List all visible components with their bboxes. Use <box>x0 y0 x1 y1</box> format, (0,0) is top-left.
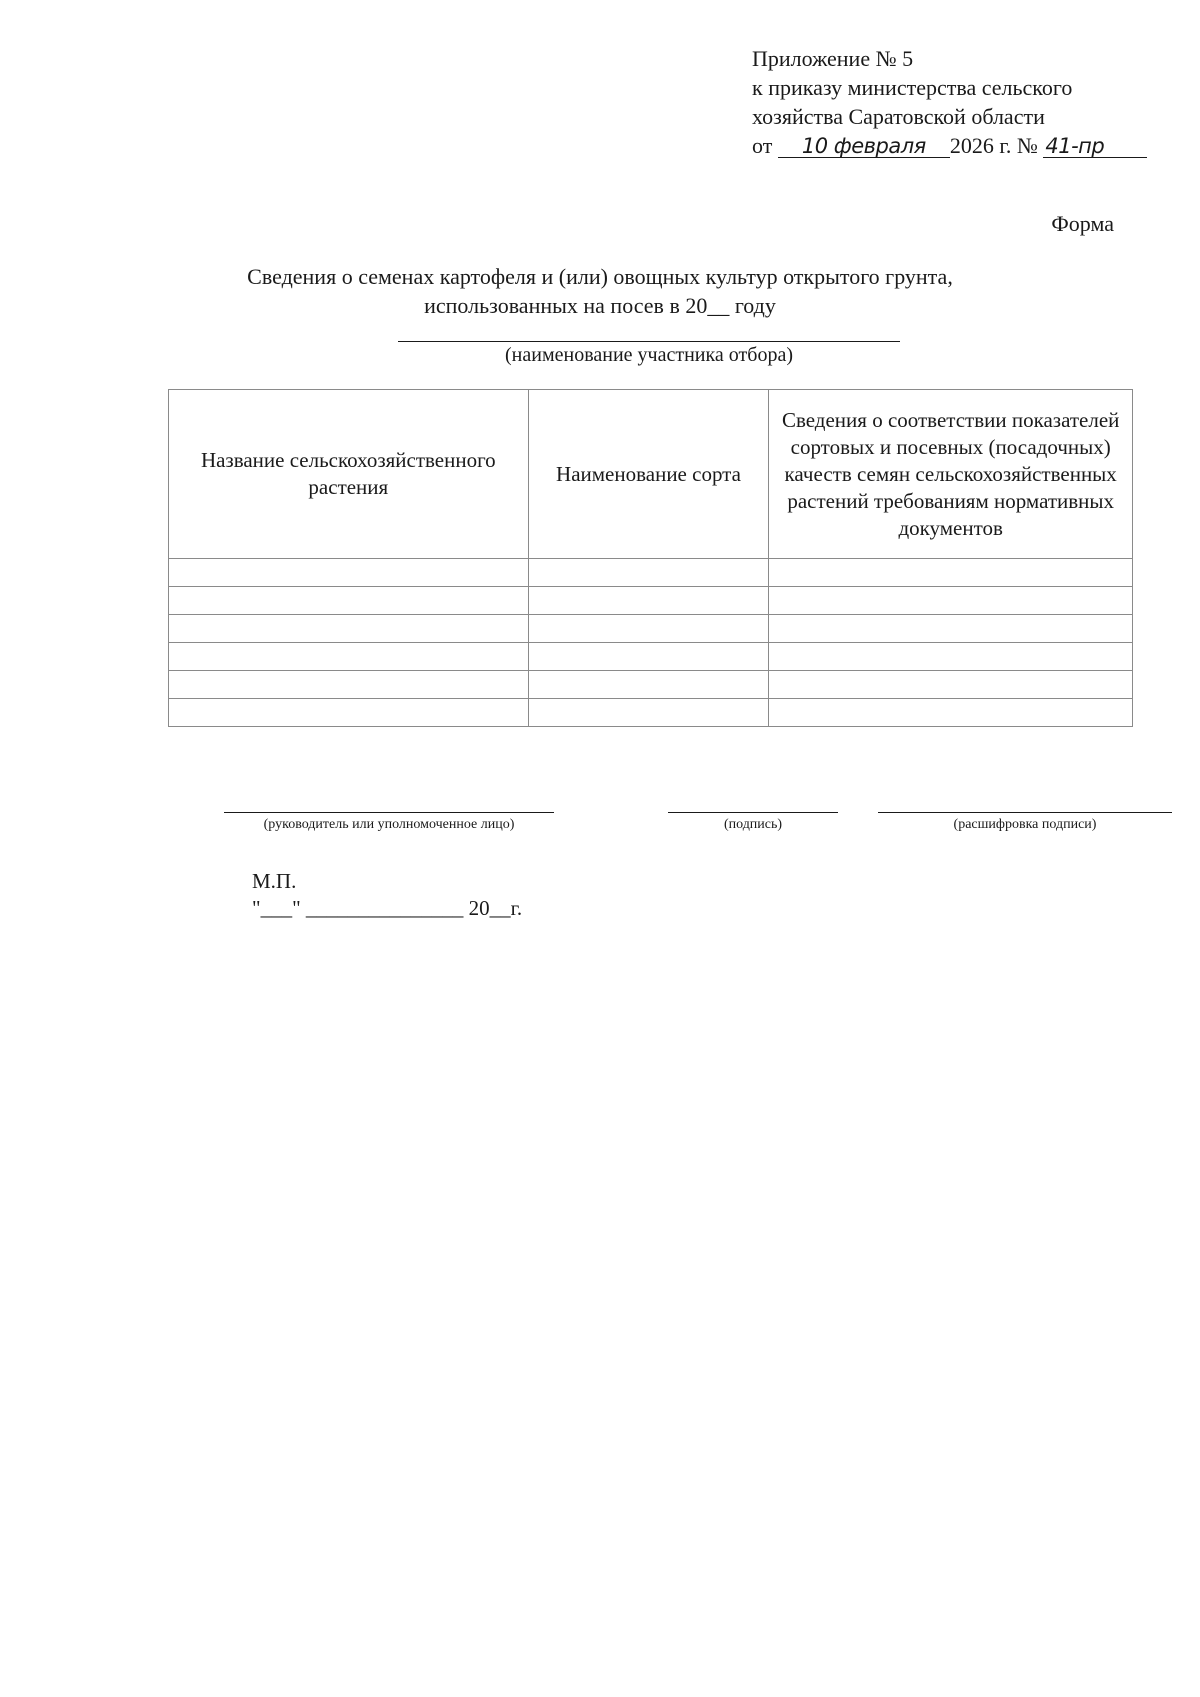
table-cell[interactable] <box>169 699 529 727</box>
table-cell[interactable] <box>169 643 529 671</box>
table-cell[interactable] <box>528 559 769 587</box>
table-cell[interactable] <box>528 587 769 615</box>
handwritten-date: 10 февраля <box>778 135 950 158</box>
appendix-number: Приложение № 5 <box>752 46 914 71</box>
signature-blank[interactable] <box>668 812 838 813</box>
signature-decode-caption: (расшифровка подписи) <box>953 817 1097 832</box>
appendix-header <box>752 44 1147 160</box>
appendix-order-line: к приказу министерства сельского <box>752 75 1073 100</box>
table-cell[interactable] <box>169 615 529 643</box>
table-cell[interactable] <box>769 559 1133 587</box>
table-cell[interactable] <box>769 587 1133 615</box>
stamp-block <box>252 868 522 922</box>
header-variety-name: Наименование сорта <box>528 390 769 559</box>
head-signature-blank[interactable] <box>224 812 554 813</box>
table-cell[interactable] <box>169 587 529 615</box>
table-cell[interactable] <box>528 643 769 671</box>
head-caption: (руководитель или уполномоченное лицо) <box>263 817 515 832</box>
form-label: Форма <box>1051 211 1114 236</box>
organization-name-blank[interactable] <box>398 341 900 342</box>
table-row <box>169 699 1133 727</box>
appendix-ministry-line: хозяйства Саратовской области <box>752 104 1045 129</box>
table-cell[interactable] <box>528 671 769 699</box>
signature-date-line[interactable]: "___" _______________ 20__г. <box>252 896 523 920</box>
table-cell[interactable] <box>769 671 1133 699</box>
table-cell[interactable] <box>528 699 769 727</box>
signature-caption: (подпись) <box>723 817 783 832</box>
title-line-1: Сведения о семенах картофеля и (или) овощных культур открытого грунта, <box>247 264 953 289</box>
document-title <box>150 262 1050 320</box>
table-cell[interactable] <box>769 699 1133 727</box>
stamp-label: М.П. <box>252 869 297 893</box>
table-header-row <box>169 390 1133 559</box>
table-cell[interactable] <box>528 615 769 643</box>
title-line-2: использованных на посев в 20__ году <box>424 293 776 318</box>
table-row <box>169 671 1133 699</box>
table-cell[interactable] <box>769 643 1133 671</box>
appendix-date-line <box>752 131 1147 160</box>
table-cell[interactable] <box>769 615 1133 643</box>
table-cell[interactable] <box>169 559 529 587</box>
seeds-table <box>168 389 1133 727</box>
table-row <box>169 643 1133 671</box>
table-cell[interactable] <box>169 671 529 699</box>
date-prefix: от <box>752 133 773 158</box>
header-plant-name: Название сельскохозяйственного растения <box>169 390 529 559</box>
header-quality-compliance: Сведения о соответствии показателей сортовых и посевных (посадочных) качеств семян сельскохозяйственных растений требованиям нормативных документов <box>769 390 1133 559</box>
year-and-number-label: 2026 г. № <box>949 133 1038 158</box>
table-row <box>169 615 1133 643</box>
handwritten-order-number: 41-пр <box>1043 135 1147 158</box>
organization-name-caption: (наименование участника отбора) <box>505 344 793 366</box>
table-row <box>169 559 1133 587</box>
table-row <box>169 587 1133 615</box>
signature-decode-blank[interactable] <box>878 812 1172 813</box>
